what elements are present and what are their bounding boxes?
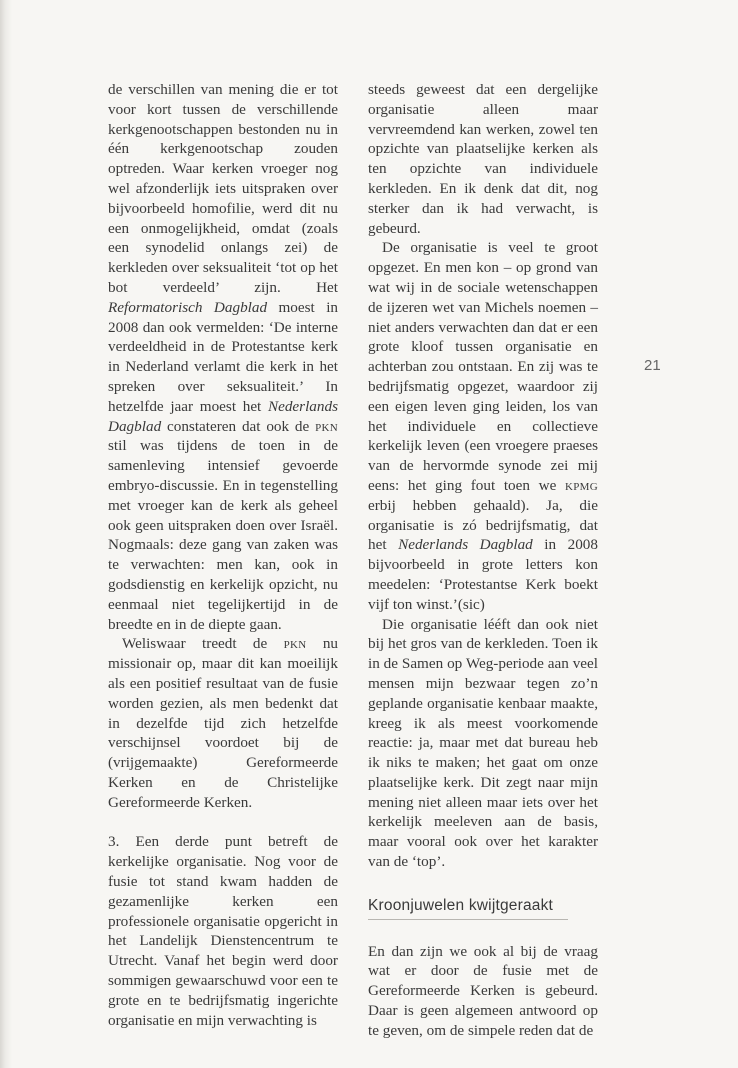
section-heading: Kroonjuwelen kwijtgeraakt <box>368 896 568 920</box>
paragraph: steeds geweest dat een dergelijke organisatie alleen maar vervreemdend kan werken, zowel ten opzichte van plaatselijke kerken als ten opzichte van individuele kerkleden. En ik denk dat dit, nog sterker dan ik had verwacht, is gebeurd. <box>368 81 598 237</box>
paragraph: En dan zijn we ook al bij de vraag wat er door de fusie met de Gereformeerde Kerken is gebeurd. Daar is geen algemeen antwoord op te geven, om de simpele reden dat de <box>368 942 598 1039</box>
paragraph: 3. Een derde punt betreft de kerkelijke organisatie. Nog voor de fusie tot stand kwam hadden de gezamenlijke kerken een professionele organisatie opgericht in het Landelijk Dienstencentrum te Utrecht. Vanaf het begin werd door sommigen gewaarschuwd voor een te grote en te bedrijfsmatig ingerichte organisatie en mijn verwachting is <box>108 833 338 1029</box>
page-number: 21 <box>644 357 661 374</box>
paragraph: Die organisatie lééft dan ook niet bij het gros van de kerkleden. Toen ik in de Samen op Weg-periode aan veel mensen mijn bezwaar tegen zo’n geplande organisatie kenbaar maakte, kreeg ik als meest voorkomende reactie: ja, maar met dat bureau heb ik niks te maken; het gaat om onze plaatselijke kerk. Dit zegt naar mijn mening niet alleen maar iets over het kerkelijk meeleven aan de basis, maar vooral ook over het karakter van de ‘top’. <box>368 615 598 871</box>
paragraph: de verschillen van mening die er tot voor kort tussen de verschillende kerkgenootschappen bestonden nu in één kerkgenootschap zouden optreden. Waar kerken vroeger nog wel afzonderlijk iets uitspraken over bijvoorbeeld homofilie, werd dit nu een onmogelijkheid, omdat (zoals een synodelid onlangs zei) de kerkleden over seksualiteit ‘tot op het bot verdeeld’ zijn. Het Reformatorisch Dagblad moest in 2008 dan ook vermelden: ‘De interne verdeeldheid in de Protestantse kerk in Nederland verlamt die kerk in het spreken over seksualiteit.’ In hetzelfde jaar moest het Nederlands Dagblad constateren dat ook de pkn stil was tijdens de toen in de samenleving intensief gevoerde embryo-discussie. En in tegenstelling met vroeger kan de kerk als geheel ook geen uitspraken doen over Israël. Nogmaals: deze gang van zaken was te verwachten: men kan, ook in godsdienstig en kerkelijk opzicht, nu eenmaal niet tegelijkertijd in de breedte en in de diepte gaan. <box>108 81 339 633</box>
binding-edge <box>0 0 12 1068</box>
left-column <box>108 80 338 1030</box>
right-column <box>368 80 598 1041</box>
paragraph: De organisatie is veel te groot opgezet. En men kon – op grond van wat wij in de sociale wetenschappen de ijzeren wet van Michels noemen – niet anders verwachten dan dat er een grote kloof tussen organisatie en achterban zou ontstaan. En zij was te bedrijfsmatig opgezet, waardoor zij een eigen leven ging leiden, los van het individuele en collectieve kerkelijk leven (een vroegere praeses van de hervormde synode zei mij eens: het ging fout toen we kpmg erbij hebben gehaald). Ja, die organisatie is zó bedrijfsmatig, dat het Nederlands Dagblad in 2008 bijvoorbeeld in grote letters kon meedelen: ‘Protestantse Kerk boekt vijf ton winst.’(sic) <box>368 239 598 613</box>
paragraph: Weliswaar treedt de pkn nu missionair op, maar dit kan moeilijk als een positief resultaat van de fusie worden gezien, als men bedenkt dat in dezelfde tijd zich hetzelfde verschijnsel voordoet bij de (vrijgemaakte) Gereformeerde Kerken en de Christelijke Gereformeerde Kerken. <box>108 635 339 811</box>
